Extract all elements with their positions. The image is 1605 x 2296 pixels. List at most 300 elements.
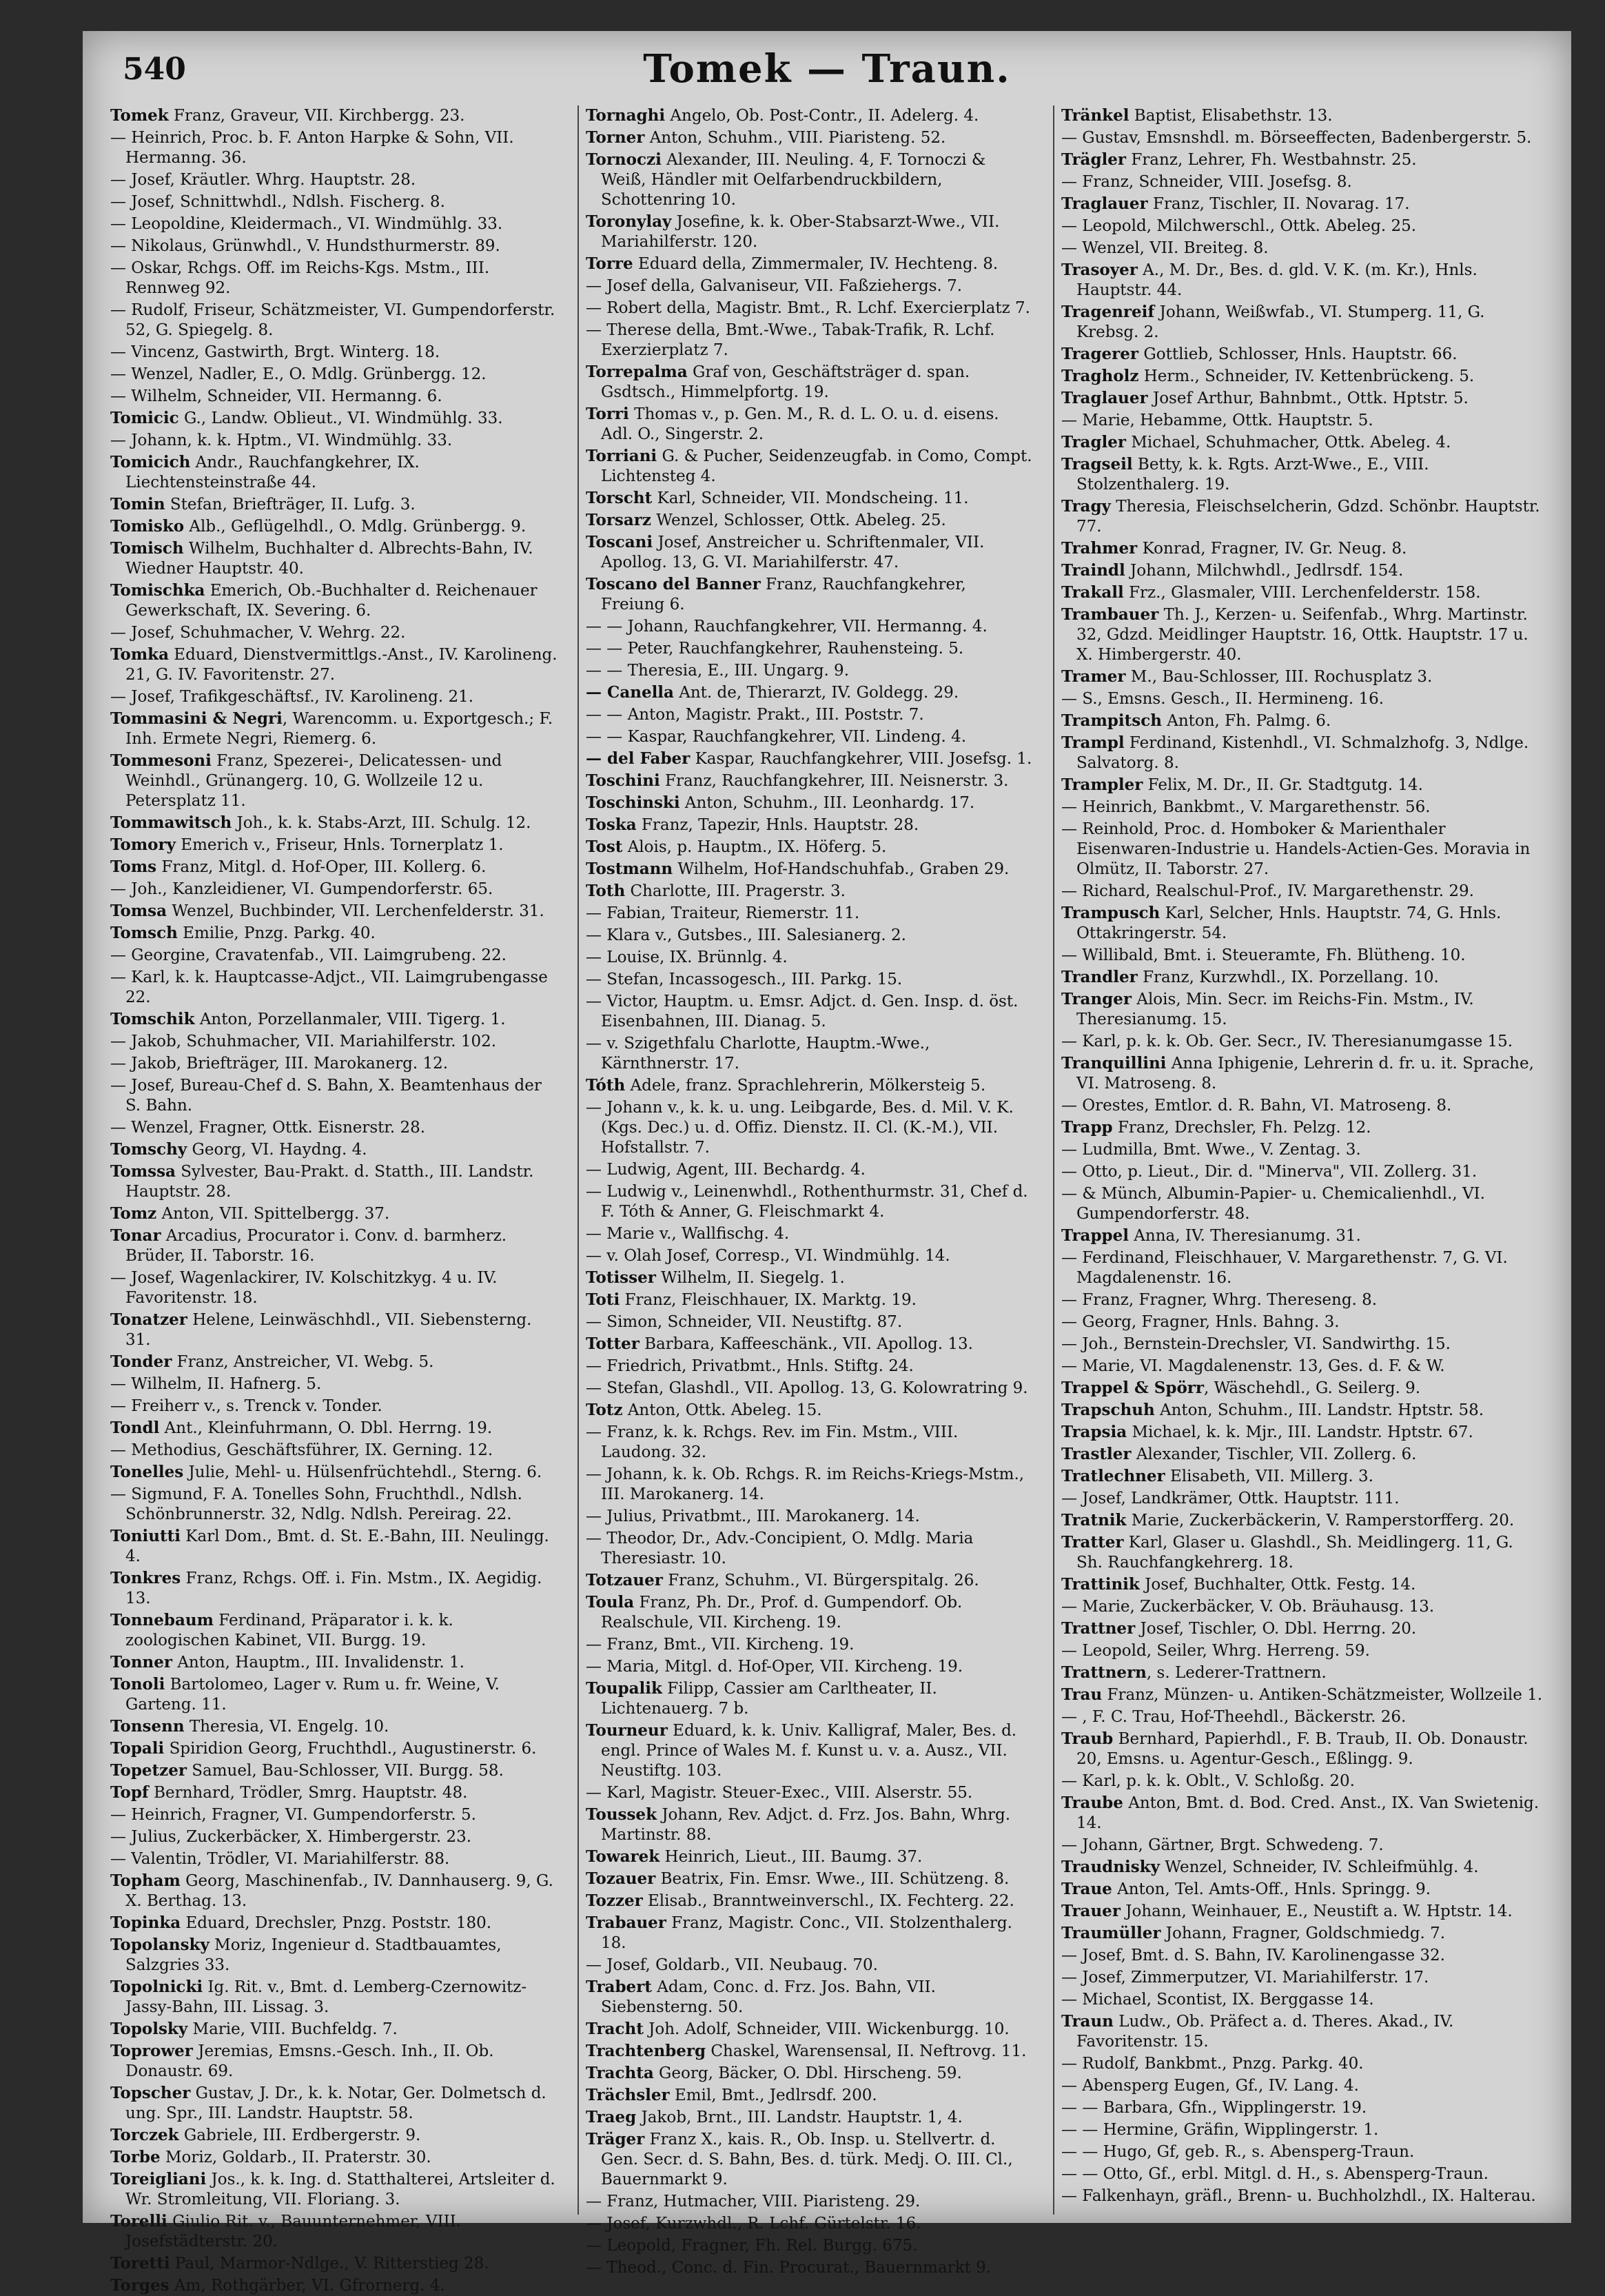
directory-entry xyxy=(110,2041,558,2082)
entry-details: — Otto, p. Lieut., Dir. d. "Minerva", VII. Zollerg. 31. xyxy=(1061,1163,1478,1181)
directory-entry xyxy=(1061,711,1544,731)
entry-details: Moriz, Goldarb., II. Praterstr. 30. xyxy=(160,2148,431,2166)
entry-surname: Tomek xyxy=(110,106,169,125)
entry-details: Angelo, Ob. Post-Contr., II. Adelerg. 4. xyxy=(665,107,979,125)
entry-surname: Topham xyxy=(110,1871,181,1890)
directory-entry xyxy=(1061,302,1544,343)
directory-entry xyxy=(586,727,1034,747)
entry-surname: Trappel & Spörr xyxy=(1061,1379,1205,1397)
entry-details: Anton, Fh. Palmg. 6. xyxy=(1161,712,1331,730)
entry-surname: Tomischka xyxy=(110,581,205,600)
entry-details: Johann, Fragner, Goldschmiedg. 7. xyxy=(1161,1924,1446,1942)
entry-details: Moriz, Ingenieur d. Stadtbauamtes, Salzgries 33. xyxy=(125,1936,502,1974)
directory-entry xyxy=(1061,560,1544,581)
entry-details: Franz, Anstreicher, VI. Webg. 5. xyxy=(172,1353,434,1371)
entry-details: — Johann, Gärtner, Brgt. Schwedeng. 7. xyxy=(1061,1836,1384,1854)
entry-details: Anton, Schuhm., III. Landstr. Hptstr. 58. xyxy=(1154,1401,1484,1419)
entry-surname: Tornaghi xyxy=(586,106,666,125)
directory-column-3 xyxy=(1061,105,1544,2215)
entry-details: Georg, Bäcker, O. Dbl. Hirscheng. 59. xyxy=(653,2064,962,2082)
directory-entry xyxy=(1061,1161,1544,1182)
entry-details: Helene, Leinwäschhdl., VII. Siebensterng. 31. xyxy=(125,1311,532,1349)
entry-details: Giulio Rit. v., Bauunternehmer, VIII. Josefstädterstr. 20. xyxy=(125,2213,462,2251)
entry-details: Franz, Rauchfangkehrer, Freiung 6. xyxy=(601,576,966,613)
entry-details: Anton, Schuhm., III. Leonhardg. 17. xyxy=(679,794,975,812)
entry-surname: Toth xyxy=(586,882,626,900)
entry-details: Franz, Mitgl. d. Hof-Oper, III. Kollerg. 6. xyxy=(156,858,487,876)
directory-entry xyxy=(110,751,558,811)
directory-entry xyxy=(110,1782,558,1803)
directory-entry xyxy=(110,901,558,922)
entry-details: — — Anton, Magistr. Prakt., III. Poststr. 7. xyxy=(586,706,924,724)
entry-details: — Wenzel, VII. Breiteg. 8. xyxy=(1061,239,1269,257)
directory-entry xyxy=(110,1031,558,1052)
directory-entry xyxy=(1061,1945,1544,1966)
directory-entry xyxy=(110,1652,558,1673)
directory-entry xyxy=(110,1913,558,1933)
entry-surname: Trakall xyxy=(1061,583,1124,602)
entry-surname: Trapp xyxy=(1061,1118,1113,1137)
directory-entry xyxy=(1061,1356,1544,1376)
entry-surname: Tratter xyxy=(1061,1533,1124,1552)
entry-details: — Marie, Zuckerbäcker, V. Ob. Bräuhausg. 13. xyxy=(1061,1598,1435,1616)
entry-details: Marie, VIII. Buchfeldg. 7. xyxy=(187,2020,398,2038)
entry-surname: Toussek xyxy=(586,1805,657,1824)
entry-surname: Trachtenberg xyxy=(586,2042,706,2060)
directory-entry xyxy=(1061,1378,1544,1399)
entry-details: Marie, Zuckerbäckerin, V. Ramperstorfferg. 20. xyxy=(1126,1512,1515,1530)
directory-entry xyxy=(586,150,1034,210)
page-header xyxy=(83,43,1571,112)
entry-details: Franz, Spezerei-, Delicatessen- und Weinhdl., Grünangerg. 10, G. Wollzeile 12 u. Petersplatz 11. xyxy=(125,752,502,810)
entry-details: — Josef, Trafikgeschäftsf., IV. Karolineng. 21. xyxy=(110,688,474,706)
directory-entry xyxy=(110,1310,558,1350)
entry-details: Bernhard, Trödler, Smrg. Hauptstr. 48. xyxy=(148,1784,468,1802)
directory-entry xyxy=(1061,989,1544,1030)
entry-details: Wilhelm, II. Siegelg. 1. xyxy=(655,1269,845,1287)
entry-details: — Falkenhayn, gräfl., Brenn- u. Buchholzhdl., IX. Halterau. xyxy=(1061,2187,1536,2205)
entry-surname: Tracht xyxy=(586,2020,644,2038)
entry-details: Bartolomeo, Lager v. Rum u. fr. Weine, V. Garteng. 11. xyxy=(125,1676,500,1714)
directory-entry xyxy=(1061,2053,1544,2074)
entry-details: , Wäschehdl., G. Seilerg. 9. xyxy=(1204,1379,1421,1397)
entry-details: — Jakob, Schuhmacher, VII. Mariahilferstr. 102. xyxy=(110,1033,497,1050)
entry-details: Franz, Rauchfangkehrer, III. Neisnerstr. 3. xyxy=(660,772,1009,790)
directory-entry xyxy=(110,945,558,966)
directory-entry xyxy=(586,1570,1034,1591)
entry-surname: Trabauer xyxy=(586,1913,666,1932)
entry-surname: Tranquillini xyxy=(1061,1054,1167,1073)
entry-details: Adele, franz. Sprachlehrerin, Mölkersteig 5. xyxy=(625,1077,986,1095)
directory-entry xyxy=(586,1528,1034,1569)
directory-entry xyxy=(586,1159,1034,1180)
directory-entry xyxy=(110,1977,558,2018)
entry-surname: Trauer xyxy=(1061,1902,1121,1920)
entry-surname: Tragholz xyxy=(1061,367,1139,385)
entry-surname: Tomschy xyxy=(110,1140,187,1159)
directory-entry xyxy=(586,704,1034,725)
directory-entry xyxy=(1061,410,1544,431)
entry-surname: Torges xyxy=(110,2276,170,2295)
entry-details: Georg, Maschinenfab., IV. Dannhauserg. 9, G. X. Berthag. 13. xyxy=(125,1872,553,1910)
directory-entry xyxy=(110,1396,558,1416)
entry-details: Franz, Fleischhauer, IX. Marktg. 19. xyxy=(620,1291,917,1309)
entry-details: — — Peter, Rauchfangkehrer, Rauhensteing. 5. xyxy=(586,640,964,658)
entry-details: — Johann, k. k. Ob. Rchgs. R. im Reichs-Kriegs-Mstm., III. Marokanerg. 14. xyxy=(586,1465,1025,1503)
directory-entry xyxy=(1061,945,1544,966)
entry-surname: Torsarz xyxy=(586,511,651,529)
directory-entry xyxy=(110,1139,558,1160)
entry-surname: Towarek xyxy=(586,1847,660,1866)
entry-details: — Joh., Bernstein-Drechsler, VI. Sandwirthg. 15. xyxy=(1061,1335,1451,1353)
directory-entry xyxy=(586,2235,1034,2256)
directory-entry xyxy=(110,1760,558,1781)
directory-entry xyxy=(1061,1967,1544,1988)
directory-entry xyxy=(586,254,1034,274)
directory-entry xyxy=(1061,366,1544,387)
entry-details: — Karl, Magistr. Steuer-Exec., VIII. Alserstr. 55. xyxy=(586,1784,973,1802)
entry-surname: Toschini xyxy=(586,771,660,790)
directory-entry xyxy=(1061,1466,1544,1487)
entry-details: Franz X., kais. R., Ob. Insp. u. Stellvertr. d. Gen. Secr. d. S. Bahn, Bes. d. türk. Medj. O. III. Cl., Bauernmarkt 9. xyxy=(601,2131,1013,2188)
entry-details: — Jakob, Briefträger, III. Marokanerg. 12. xyxy=(110,1055,449,1073)
entry-details: — Josef, Landkrämer, Ottk. Hauptstr. 111. xyxy=(1061,1490,1400,1507)
entry-surname: Tonder xyxy=(110,1352,172,1371)
entry-details: Samuel, Bau-Schlosser, VII. Burgg. 58. xyxy=(186,1762,504,1780)
directory-entry xyxy=(586,660,1034,681)
entry-details: Joh. Adolf, Schneider, VIII. Wickenburgg. 10. xyxy=(643,2020,1010,2038)
directory-entry xyxy=(1061,1771,1544,1791)
entry-details: Franz, Schuhm., VI. Bürgerspitalg. 26. xyxy=(662,1572,979,1589)
directory-entry xyxy=(1061,172,1544,192)
directory-entry xyxy=(110,2211,558,2252)
entry-surname: Tränkel xyxy=(1061,106,1129,125)
entry-details: Ludw., Ob. Präfect a. d. Theres. Akad., IV. Favoritenstr. 15. xyxy=(1076,2013,1454,2051)
directory-entry xyxy=(1061,2011,1544,2052)
entry-details: — v. Olah Josef, Corresp., VI. Windmühlg. 14. xyxy=(586,1247,950,1265)
entry-details: Emil, Bmt., Jedlrsdf. 200. xyxy=(669,2086,877,2104)
entry-details: Johann, Weißwfab., VI. Stumperg. 11, G. Krebsg. 2. xyxy=(1076,303,1485,341)
directory-entry xyxy=(586,488,1034,509)
entry-details: Anton, VII. Spittelbergg. 37. xyxy=(156,1205,390,1223)
entry-details: Chaskel, Warensensal, II. Neftrovg. 11. xyxy=(706,2042,1027,2060)
directory-entry xyxy=(1061,1879,1544,1900)
entry-details: — Leopold, Fragner, Fh. Rel. Burgg. 675. xyxy=(586,2237,918,2255)
directory-entry xyxy=(110,2083,558,2124)
entry-surname: Trampusch xyxy=(1061,904,1161,922)
entry-surname: Topali xyxy=(110,1739,165,1758)
entry-details: — Heinrich, Fragner, VI. Gumpendorferstr. 5. xyxy=(110,1806,476,1824)
entry-surname: Toms xyxy=(110,857,157,876)
directory-entry xyxy=(586,404,1034,445)
directory-entry xyxy=(1061,150,1544,170)
directory-entry xyxy=(586,1422,1034,1463)
entry-details: Elisab., Branntweinverschl., IX. Fechterg. 22. xyxy=(642,1892,1014,1910)
entry-surname: Tomisko xyxy=(110,517,185,536)
entry-details: — Gustav, Emsnshdl. m. Börseeffecten, Badenbergerstr. 5. xyxy=(1061,129,1532,147)
entry-surname: Trampitsch xyxy=(1061,711,1162,730)
entry-surname: Trandler xyxy=(1061,968,1138,986)
entry-details: — Josef, Wagenlackirer, IV. Kolschitzkyg. 4 u. IV. Favoritenstr. 18. xyxy=(110,1269,498,1307)
directory-entry xyxy=(1061,582,1544,603)
directory-entry xyxy=(110,1827,558,1847)
directory-entry xyxy=(110,1568,558,1609)
directory-entry xyxy=(110,1526,558,1567)
entry-details: Franz, Tapezir, Hnls. Hauptstr. 28. xyxy=(636,816,919,834)
entry-details: Johann, Weinhauer, E., Neustift a. W. Hptstr. 14. xyxy=(1120,1902,1513,1920)
entry-details: — Louise, IX. Brünnlg. 4. xyxy=(586,948,788,966)
entry-details: Josef Arthur, Bahnbmt., Ottk. Hptstr. 5. xyxy=(1147,389,1469,407)
entry-surname: Trahmer xyxy=(1061,539,1138,558)
entry-surname: Toscani xyxy=(586,533,653,551)
entry-details: — S., Emsns. Gesch., II. Hermineng. 16. xyxy=(1061,690,1384,708)
directory-entry xyxy=(110,2275,558,2296)
entry-details: Josefine, k. k. Ober-Stabsarzt-Wwe., VII. Mariahilferstr. 120. xyxy=(601,213,1000,251)
entry-details: Arcadius, Procurator i. Conv. d. barmherz. Brüder, II. Taborstr. 16. xyxy=(125,1227,507,1265)
entry-details: Anna, IV. Theresianumg. 31. xyxy=(1129,1227,1361,1245)
entry-surname: Tomssa xyxy=(110,1162,176,1181)
directory-entry xyxy=(586,1356,1034,1376)
directory-entry xyxy=(110,1352,558,1372)
directory-entry xyxy=(110,128,558,168)
entry-surname: Traeg xyxy=(586,2108,637,2126)
directory-entry xyxy=(110,258,558,298)
directory-entry xyxy=(1061,1334,1544,1354)
directory-entry xyxy=(586,1181,1034,1222)
entry-surname: Tomschik xyxy=(110,1010,195,1028)
entry-details: Eduard, Dienstvermittlgs.-Anst., IV. Karolineng. 21, G. IV. Favoritenstr. 27. xyxy=(125,646,558,684)
entry-surname: Totisser xyxy=(586,1268,656,1287)
entry-details: Elisabeth, VII. Millerg. 3. xyxy=(1165,1467,1373,1485)
entry-details: Emilie, Pnzg. Parkg. 40. xyxy=(177,924,376,942)
directory-entry xyxy=(110,857,558,877)
entry-details: Theresia, VI. Engelg. 10. xyxy=(184,1718,389,1736)
entry-details: Gabriele, III. Erdbergerstr. 9. xyxy=(178,2126,421,2144)
entry-details: — Leopold, Milchwerschl., Ottk. Abeleg. 25. xyxy=(1061,217,1417,235)
directory-entry xyxy=(110,967,558,1008)
directory-entry xyxy=(586,991,1034,1032)
directory-entry xyxy=(110,923,558,944)
entry-surname: Topinka xyxy=(110,1913,181,1932)
entry-details: Barbara, Kaffeeschänk., VII. Apollog. 13. xyxy=(639,1335,973,1353)
entry-details: Th. J., Kerzen- u. Seifenfab., Whrg. Martinstr. 32, Gdzd. Meidlinger Hauptstr. 16, Ottk. Hauptstr. 17 u. X. Himbergerstr. 40. xyxy=(1076,606,1529,664)
entry-surname: Trasoyer xyxy=(1061,261,1138,279)
directory-entry xyxy=(586,1378,1034,1399)
directory-entry xyxy=(1061,2075,1544,2096)
directory-entry xyxy=(110,1075,558,1116)
directory-entry xyxy=(1061,1095,1544,1116)
entry-surname: Tomsch xyxy=(110,924,178,942)
directory-entry xyxy=(586,1891,1034,1911)
directory-entry xyxy=(586,532,1034,573)
entry-surname: Torscht xyxy=(586,489,653,507)
entry-surname: Tragseil xyxy=(1061,455,1133,474)
entry-surname: Torbe xyxy=(110,2148,161,2166)
entry-surname: Tonnebaum xyxy=(110,1611,214,1629)
entry-details: Wilhelm, Buchhalter d. Albrechts-Bahn, IV. Wiedner Hauptstr. 40. xyxy=(125,540,533,578)
entry-details: Franz, Magistr. Conc., VII. Stolzenthalerg. 18. xyxy=(601,1914,1012,1952)
entry-surname: Tonner xyxy=(110,1653,173,1672)
entry-details: — Ludwig v., Leinenwhdl., Rothenthurmstr. 31, Chef d. F. Tóth & Anner, G. Fleischmarkt 4. xyxy=(586,1183,1028,1221)
entry-details: — Stefan, Incassogesch., III. Parkg. 15. xyxy=(586,971,903,988)
directory-entry xyxy=(586,2085,1034,2106)
entry-details: Alois, p. Hauptm., IX. Höferg. 5. xyxy=(622,838,887,856)
entry-surname: Topolansky xyxy=(110,1936,209,1954)
entry-surname: Totter xyxy=(586,1334,640,1353)
page-title: Tomek — Traun. xyxy=(643,46,1011,92)
directory-entry xyxy=(110,1117,558,1138)
directory-entry xyxy=(1061,1989,1544,2010)
directory-entry xyxy=(586,510,1034,531)
directory-entry xyxy=(586,128,1034,148)
entry-details: — Joh., Kanzleidiener, VI. Gumpendorferstr. 65. xyxy=(110,880,493,898)
entry-surname: Tonatzer xyxy=(110,1310,187,1329)
entry-surname: Torelli xyxy=(110,2212,167,2231)
directory-entry xyxy=(586,1312,1034,1332)
directory-entry xyxy=(110,1610,558,1651)
directory-entry xyxy=(1061,128,1544,148)
directory-entry xyxy=(586,1075,1034,1096)
entry-details: — Josef, Kurzwhdl., R. Lchf. Gürtelstr. 16. xyxy=(586,2215,921,2233)
entry-details: Jeremias, Emsns.-Gesch. Inh., II. Ob. Donaustr. 69. xyxy=(125,2042,494,2080)
directory-entry xyxy=(586,881,1034,902)
entry-details: — Maria, Mitgl. d. Hof-Oper, VII. Kircheng. 19. xyxy=(586,1658,963,1676)
directory-entry xyxy=(110,1268,558,1308)
directory-entry xyxy=(586,298,1034,318)
directory-entry xyxy=(110,1203,558,1224)
entry-details: Kaspar, Rauchfangkehrer, VIII. Josefsg. 1. xyxy=(690,750,1032,768)
directory-entry xyxy=(586,1592,1034,1633)
entry-details: Gottlieb, Schlosser, Hnls. Hauptstr. 66. xyxy=(1138,345,1458,363)
entry-surname: Tóth xyxy=(586,1076,626,1095)
directory-entry xyxy=(1061,1248,1544,1288)
directory-entry xyxy=(586,925,1034,946)
entry-surname: Torri xyxy=(586,405,629,423)
entry-details: Alois, Min. Secr. im Reichs-Fin. Mstm., IV. Theresianumg. 15. xyxy=(1076,990,1474,1028)
directory-entry xyxy=(1061,496,1544,537)
entry-surname: Tomicic xyxy=(110,409,179,427)
entry-details: — Sigmund, F. A. Tonelles Sohn, Fruchthdl., Ndlsh. Schönbrunnerstr. 32, Ndlg. Ndlsh. Pereirag. 22. xyxy=(110,1485,522,1523)
directory-entry xyxy=(110,1009,558,1030)
entry-details: — Franz, Fragner, Whrg. Thereseng. 8. xyxy=(1061,1291,1378,1309)
directory-entry xyxy=(1061,1923,1544,1944)
entry-details: Anton, Bmt. d. Bod. Cred. Anst., IX. Van Swietenig. 14. xyxy=(1076,1794,1540,1832)
directory-entry xyxy=(1061,344,1544,365)
directory-entry xyxy=(586,969,1034,990)
entry-details: Julie, Mehl- u. Hülsenfrüchtehdl., Sterng. 6. xyxy=(183,1463,542,1481)
directory-entry xyxy=(586,1290,1034,1310)
entry-details: Karl, Glaser u. Glashdl., Sh. Meidlingerg. 11, G. Sh. Rauchfangkehrerg. 18. xyxy=(1076,1534,1513,1572)
directory-entry xyxy=(110,2019,558,2040)
entry-details: — Julius, Privatbmt., III. Marokanerg. 14. xyxy=(586,1507,920,1525)
entry-details: — Ferdinand, Fleischhauer, V. Margarethenstr. 7, G. VI. Magdalenenstr. 16. xyxy=(1061,1249,1508,1287)
directory-entry xyxy=(110,2147,558,2168)
directory-entry xyxy=(1061,1290,1544,1310)
entry-surname: Tragy xyxy=(1061,497,1111,516)
entry-surname: Tonsenn xyxy=(110,1717,185,1736)
entry-surname: Traglauer xyxy=(1061,389,1148,407)
directory-entry xyxy=(1061,881,1544,902)
entry-details: Stefan, Briefträger, II. Lufg. 3. xyxy=(165,496,416,514)
entry-surname: Tomicich xyxy=(110,453,191,471)
entry-details: Georg, VI. Haydng. 4. xyxy=(187,1141,367,1159)
directory-entry xyxy=(586,1634,1034,1655)
entry-surname: Torner xyxy=(586,128,645,147)
directory-entry xyxy=(1061,1685,1544,1705)
entry-details: Johann, Rev. Adjct. d. Frz. Jos. Bahn, Whrg. Martinstr. 88. xyxy=(601,1806,1011,1844)
entry-details: — Georgine, Cravatenfab., VII. Laimgrubeng. 22. xyxy=(110,946,507,964)
directory-entry xyxy=(586,105,1034,126)
entry-details: Spiridion Georg, Fruchthdl., Augustinerstr. 6. xyxy=(164,1740,537,1758)
entry-surname: Tragenreif xyxy=(1061,303,1155,321)
directory-entry xyxy=(1061,2164,1544,2184)
entry-details: — Oskar, Rchgs. Off. im Reichs-Kgs. Mstm., III. Rennweg 92. xyxy=(110,259,490,297)
entry-details: — Stefan, Glashdl., VII. Apollog. 13, G. Kolowratring 9. xyxy=(586,1379,1028,1397)
entry-surname: Tondl xyxy=(110,1419,160,1437)
entry-details: — Johann v., k. k. u. ung. Leibgarde, Bes. d. Mil. V. K. (Kgs. Dec.) u. d. Offiz. Dienstz. II. Cl. (K.-M.), VII. Hofstallstr. 7. xyxy=(586,1099,1014,1157)
entry-surname: Traub xyxy=(1061,1729,1114,1748)
entry-details: — Michael, Scontist, IX. Berggasse 14. xyxy=(1061,1991,1374,2009)
directory-entry xyxy=(110,300,558,341)
entry-details: — Wenzel, Fragner, Ottk. Eisnerstr. 28. xyxy=(110,1119,426,1137)
directory-entry xyxy=(1061,775,1544,795)
page-number: 540 xyxy=(123,52,186,87)
directory-entry xyxy=(586,1913,1034,1953)
entry-surname: Toschinski xyxy=(586,793,680,812)
directory-entry xyxy=(1061,1422,1544,1443)
entry-surname: Trattner xyxy=(1061,1619,1136,1638)
directory-entry xyxy=(110,622,558,643)
directory-entry xyxy=(110,1871,558,1911)
entry-surname: Topolnicki xyxy=(110,1978,203,1996)
directory-entry xyxy=(586,859,1034,880)
directory-entry xyxy=(586,1506,1034,1527)
directory-entry xyxy=(1061,667,1544,687)
directory-entry xyxy=(1061,105,1544,126)
entry-surname: Tommawitsch xyxy=(110,813,232,832)
directory-entry xyxy=(586,771,1034,791)
entry-details: Ferdinand, Kistenhdl., VI. Schmalzhofg. 3, Ndlge. Salvatorg. 8. xyxy=(1076,734,1529,772)
entry-details: Anton, Tel. Amts-Off., Hnls. Springg. 9. xyxy=(1112,1880,1431,1898)
directory-entry xyxy=(110,430,558,451)
entry-surname: Torczek xyxy=(110,2126,179,2144)
entry-surname: Trastler xyxy=(1061,1445,1132,1463)
directory-entry xyxy=(586,1246,1034,1266)
directory-entry xyxy=(110,538,558,579)
entry-details: — Victor, Hauptm. u. Emsr. Adjct. d. Gen. Insp. d. öst. Eisenbahnen, III. Dianag. 5. xyxy=(586,993,1019,1030)
entry-details: Jakob, Brnt., III. Landstr. Hauptstr. 1, 4. xyxy=(636,2109,963,2126)
directory-entry xyxy=(586,362,1034,403)
directory-entry xyxy=(110,687,558,707)
entry-details: — — Hermine, Gräfin, Wipplingerstr. 1. xyxy=(1061,2121,1379,2139)
entry-details: Franz, Drechsler, Fh. Pelzg. 12. xyxy=(1112,1119,1371,1137)
entry-details: — — Johann, Rauchfangkehrer, VII. Hermanng. 4. xyxy=(586,618,988,636)
entry-details: Thomas v., p. Gen. M., R. d. L. O. u. d. eisens. Adl. O., Singerstr. 2. xyxy=(601,405,999,443)
directory-entry xyxy=(586,1033,1034,1074)
entry-surname: Topscher xyxy=(110,2084,191,2102)
entry-details: Anton, Ottk. Abeleg. 15. xyxy=(622,1401,822,1419)
directory-entry xyxy=(586,1955,1034,1975)
entry-surname: Tost xyxy=(586,837,623,856)
entry-details: Ferdinand, Präparator i. k. k. zoologischen Kabinet, VII. Burgg. 19. xyxy=(125,1612,453,1649)
entry-details: Josef, Anstreicher u. Schriftenmaler, VII. Apollog. 13, G. VI. Mariahilferstr. 47. xyxy=(601,534,985,571)
directory-page xyxy=(83,31,1571,2295)
entry-details: Wenzel, Schneider, IV. Schleifmühlg. 4. xyxy=(1159,1858,1479,1876)
entry-details: — Josef, Schnittwhdl., Ndlsh. Fischerg. 8. xyxy=(110,193,445,211)
entry-details: — Fabian, Traiteur, Riemerstr. 11. xyxy=(586,904,860,922)
directory-entry xyxy=(1061,967,1544,988)
entry-details: — Ludwig, Agent, III. Bechardg. 4. xyxy=(586,1161,866,1179)
